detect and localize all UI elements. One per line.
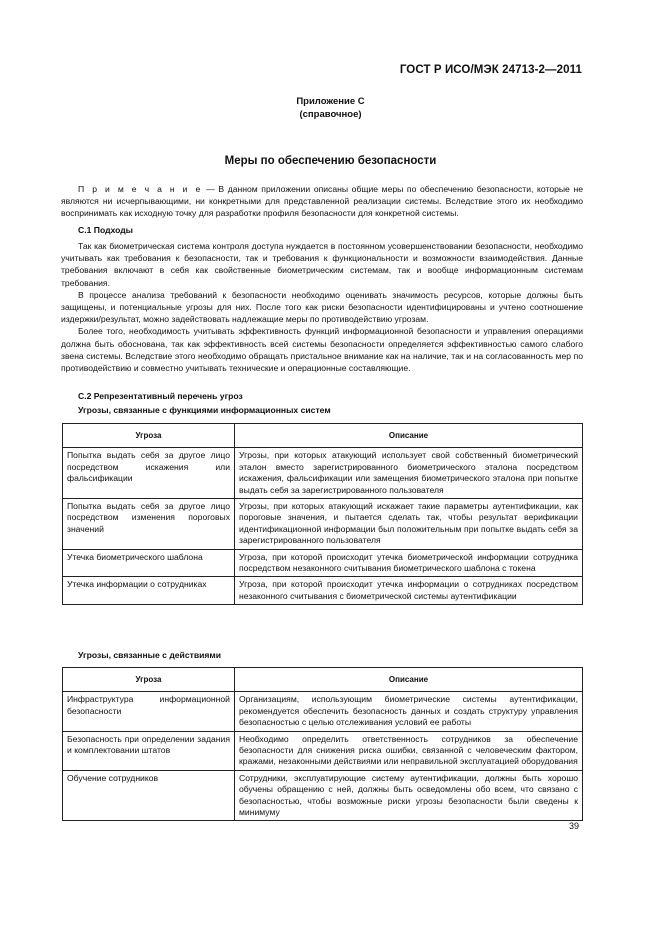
page-title: Меры по обеспечению безопасности [224, 155, 437, 167]
table-row [63, 549, 583, 577]
table-row [63, 448, 583, 499]
description-cell: Сотрудники, эксплуатирующие систему аутентификации, должны быть хорошо обучены обращению с ней, должны быть осведомлены обо всем, что связано с безопасностью, чтобы возможные риски угрозы безопасности были сведены к минимуму [235, 770, 583, 821]
table1-caption: Угрозы, связанные с функциями информационных систем [78, 405, 331, 415]
table-row [63, 499, 583, 550]
description-cell: Необходимо определить ответственность сотрудников за обеспечение безопасности для снижения риска ошибки, связанной с человеческим фактором, кражами, незаконными действиями или неправильной эксплуатацией оборудования [235, 731, 583, 770]
paragraph: Более того, необходимость учитывать эффективность функций информационной безопасности и управления операциями должна быть обоснована, так как эффективность всей системы безопасности определяется эффективностью самого слабого звена системы. Вследствие этого необходимо обращать пристальное внимание как на наличие, так и на согласованность мер по противодействию и совместно учитывать технические и операционные составляющие. [61, 326, 583, 374]
threat-cell: Инфраструктура информационной безопасности [63, 692, 235, 731]
table-row [63, 731, 583, 770]
threat-cell: Обучение сотрудников [63, 770, 235, 821]
threats-information-systems-table [62, 423, 583, 605]
description-cell: Угроза, при которой происходит утечка информации о сотрудниках посредством незаконного считывания с биометрической системы аутентификации [235, 577, 583, 605]
note-paragraph [61, 183, 583, 220]
standard-designation: ГОСТ Р ИСО/МЭК 24713-2—2011 [399, 64, 582, 76]
threat-cell: Попытка выдать себя за другое лицо посредством искажения или фальсификации [63, 448, 235, 499]
threat-cell: Безопасность при определении задания и комплектовании штатов [63, 731, 235, 770]
section-c1-body [61, 240, 583, 374]
threat-cell: Утечка биометрического шаблона [63, 549, 235, 577]
page-number: 39 [568, 821, 579, 831]
section-c1-heading: С.1 Подходы [78, 225, 134, 235]
section-c2-heading: С.2 Репрезентативный перечень угроз [78, 391, 243, 401]
note-label: П р и м е ч а н и е [78, 184, 203, 194]
description-cell: Угрозы, при которых атакующий искажает такие параметры аутентификации, как пороговые значения, и пытается сделать так, чтобы результат верификации идентификационной информации был положительным при попытке выдать себя за зарегистрированного пользователя [235, 499, 583, 550]
annex-type: (справочное) [299, 109, 362, 120]
column-header-description: Описание [235, 668, 583, 692]
table-header-row [63, 424, 583, 448]
description-cell: Угроза, при которой происходит утечка биометрической информации сотрудника посредством незаконного считывания биометрического шаблона с токена [235, 549, 583, 577]
column-header-threat: Угроза [63, 668, 235, 692]
paragraph: Так как биометрическая система контроля доступа нуждается в постоянном усовершенствовании безопасности, необходимо учитывать как требования к безопасности, так и требования к функциональности и возможности взаимодействия. Данные требования включают в себя как свойственные биометрическим системам, так и вообще информационным системам требования. [61, 241, 583, 288]
table-header-row [63, 668, 583, 692]
table-row [63, 577, 583, 605]
column-header-threat: Угроза [63, 424, 235, 448]
table-row [63, 692, 583, 731]
threat-cell: Попытка выдать себя за другое лицо посредством изменения пороговых значений [63, 499, 235, 550]
column-header-description: Описание [235, 424, 583, 448]
annex-label: Приложение С [296, 96, 365, 107]
description-cell: Угрозы, при которых атакующий использует свой собственный биометрический эталон вместо зарегистрированного биометрического эталона посредством искажения, фальсификации или замещения биометрического эталона при попытке выдать себя за зарегистрированного пользователя [235, 448, 583, 499]
table2-caption: Угрозы, связанные с действиями [78, 650, 222, 660]
threat-cell: Утечка информации о сотрудниках [63, 577, 235, 605]
table-row [63, 770, 583, 821]
paragraph: В процессе анализа требований к безопасности необходимо оценивать значимость ресурсов, которые должны быть защищены, и потенциальные угрозы для них. После того как риски безопасности идентифицированы и учтено соотношение издержки/результат, можно задействовать надлежащие меры по противодействию угрозам. [61, 289, 583, 325]
note-text: — В данном приложении описаны общие меры по обеспечению безопасности, которые не являются ни исчерпывающими, ни конкретными для представленной реализации системы. Вследствие этого их необходимо воспринимать как исходную точку для разработки профиля безопасности для конкретной системы. [61, 184, 583, 219]
threats-actions-table [62, 667, 583, 821]
description-cell: Организациям, использующим биометрические системы аутентификации, рекомендуется обеспечить безопасность данных и создать структуру управления безопасностью с целью отслеживания условий ее работы [235, 692, 583, 731]
